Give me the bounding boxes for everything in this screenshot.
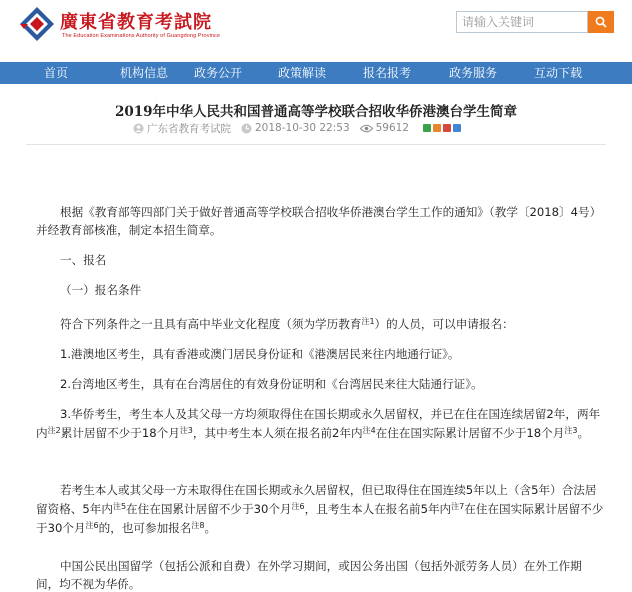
article-source: 广东省教育考试院	[147, 122, 231, 135]
footnote-ref[interactable]: 注6	[85, 521, 99, 530]
paragraph-intro: 根据《教育部等四部门关于做好普通高等学校联合招收华侨港澳台学生工作的通知》（教学〔2018〕4号）并经教育部核准，制定本招生简章。	[36, 205, 602, 237]
nav-item-downloads[interactable]: 互动下载	[533, 66, 582, 80]
search-icon	[595, 16, 607, 28]
footnote-ref[interactable]: 注3	[179, 426, 193, 435]
section-heading: 一、报名	[60, 253, 107, 267]
footnote-ref[interactable]: 注7	[451, 502, 465, 511]
nav-item-policy[interactable]: 政策解读	[277, 66, 326, 80]
main-nav	[0, 62, 632, 84]
paragraph-taiwan: 2.台湾地区考生，具有在台湾居住的有效身份证明和《台湾居民来往大陆通行证》。	[60, 377, 483, 391]
footnote-ref[interactable]: 注8	[191, 521, 205, 530]
article-meta	[133, 121, 461, 135]
nav-item-gov-affairs[interactable]: 政务公开	[193, 66, 242, 80]
paragraph-overseas-chinese: 3.华侨考生，考生本人及其父母一方均须取得住在国长期或永久居留权，并已在住在国连续居留2年，两年内$^{注2}$累计居留不少于18个月$^{注3}$，其中考生本人须在报名前2年内$^{注4}$在住在国实际累计居留不少于18个月$^{注3}$。	[36, 407, 601, 440]
site-title[interactable]: 廣東省教育考試院	[60, 12, 212, 33]
paragraph-not-overseas: 中国公民出国留学（包括公派和自费）在外学习期间，或因公务出国（包括外派劳务人员）在外工作期间，均不视为华侨。	[36, 559, 582, 591]
article-views: 59612	[375, 122, 410, 134]
footnote-ref[interactable]: 注3	[564, 426, 578, 435]
search-input[interactable]	[456, 11, 588, 33]
search-button[interactable]	[588, 11, 614, 33]
qzone-share-icon[interactable]	[433, 124, 441, 132]
nav-item-services[interactable]: 政务服务	[448, 66, 497, 80]
logo-icon[interactable]	[18, 5, 56, 43]
footnote-ref[interactable]: 注2	[47, 426, 61, 435]
clock-icon	[241, 123, 252, 134]
paragraph-conditions: 符合下列条件之一且具有高中毕业文化程度（须为学历教育$^{注1}$）的人员，可以申请报名：	[60, 317, 514, 331]
share-buttons	[423, 124, 461, 132]
footnote-ref[interactable]: 注1	[361, 317, 375, 326]
site-subtitle: The Education Examinations Authority of Guangdong Province	[62, 33, 221, 39]
footnote-ref[interactable]: 注5	[112, 502, 127, 511]
title-divider	[26, 144, 606, 145]
qq-share-icon[interactable]	[453, 124, 461, 132]
weibo-share-icon[interactable]	[443, 124, 451, 132]
footnote-ref[interactable]: 注4	[362, 426, 376, 435]
nav-item-home[interactable]: 首页	[43, 66, 68, 80]
nav-item-org-info[interactable]: 机构信息	[119, 66, 168, 80]
site-header	[0, 0, 632, 62]
wechat-share-icon[interactable]	[423, 124, 431, 132]
article-title: 2019年中华人民共和国普通高等学校联合招收华侨港澳台学生简章	[114, 104, 518, 120]
eye-icon	[360, 124, 373, 133]
footnote-ref[interactable]: 注6	[291, 502, 305, 511]
paragraph-hk-macao: 1.港澳地区考生，具有香港或澳门居民身份证和《港澳居民来往内地通行证》。	[60, 347, 460, 361]
subsection-heading: （一）报名条件	[60, 283, 142, 297]
source-icon	[133, 123, 144, 134]
article-date: 2018-10-30 22:53	[255, 122, 350, 134]
nav-item-registration[interactable]: 报名报考	[362, 66, 411, 80]
paragraph-residency-exception: 若考生本人或其父母一方未取得住在国长期或永久居留权，但已取得住在国连续5年以上（含5年）合法居留资格、5年内$^{注5}$在住在国累计居留不少于30个月$^{注6}$，且考生本人在报名前5年内$^{注7}$在住在国实际累计居留不少于30个月$^{注6}$的，也可参加报名$^{注8}$。	[36, 483, 604, 535]
